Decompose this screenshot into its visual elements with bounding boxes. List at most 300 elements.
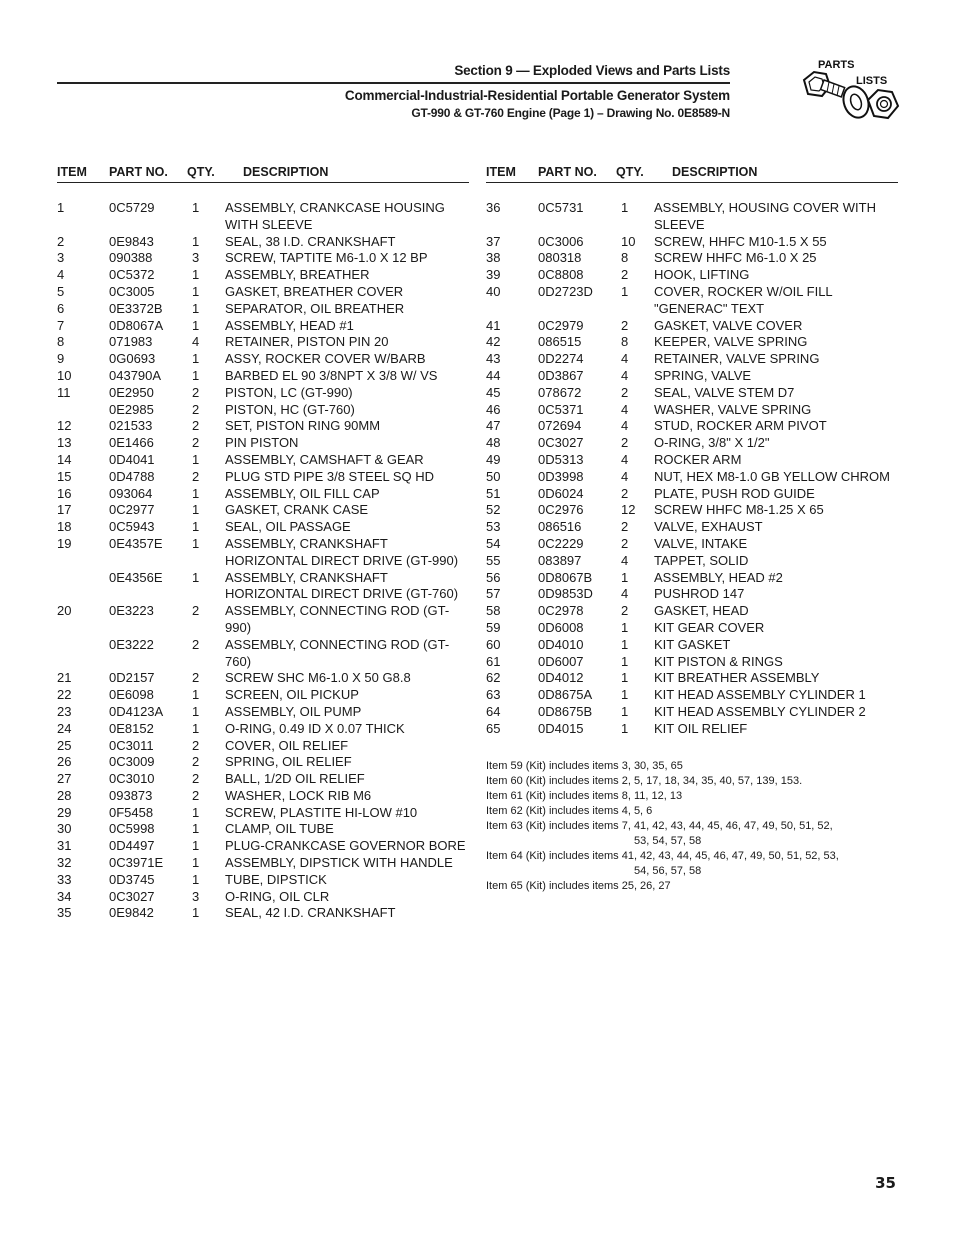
quantity: 1 (192, 569, 200, 585)
table-row (486, 418, 898, 435)
description: KIT OIL RELIEF (654, 720, 748, 736)
item-number: 50 (486, 468, 501, 484)
part-number: 086515 (538, 334, 582, 350)
description: HOOK, LIFTING (654, 267, 750, 283)
table-row (486, 385, 898, 402)
kit-note-text: Item 64 (Kit) includes items 41, 42, 43, 44, 45, 46, 47, 49, 50, 51, 52, 53, (486, 850, 839, 862)
table-row (486, 570, 898, 587)
description: RETAINER, VALVE SPRING (654, 351, 820, 367)
quantity: 12 (621, 502, 636, 518)
quantity: 1 (621, 569, 629, 585)
quantity: 4 (621, 552, 629, 568)
quantity: 3 (192, 888, 200, 904)
table-row (57, 838, 469, 855)
rows-left (57, 200, 469, 922)
description: ASSEMBLY, CRANKSHAFT HORIZONTAL DIRECT DRIVE (GT-990) (225, 535, 459, 568)
description: SCREW SHC M6-1.0 X 50 G8.8 (225, 670, 411, 686)
kit-note-continuation: 54, 56, 57, 58 (634, 865, 702, 877)
description: CLAMP, OIL TUBE (225, 821, 334, 837)
item-number: 52 (486, 502, 501, 518)
part-number: 0C2976 (538, 502, 584, 518)
quantity: 1 (192, 703, 200, 719)
table-row (57, 200, 469, 234)
description: STUD, ROCKER ARM PIVOT (654, 418, 827, 434)
description: SCREW, HHFC M10-1.5 X 55 (654, 233, 827, 249)
description: SCREW, TAPTITE M6-1.0 X 12 BP (225, 250, 428, 266)
part-number: 0C5731 (538, 200, 584, 215)
table-row (57, 284, 469, 301)
description: PISTON, LC (GT-990) (225, 384, 353, 400)
part-number: 0D8675B (538, 703, 593, 719)
item-number: 19 (57, 535, 72, 551)
table-row (57, 402, 469, 419)
description: KIT HEAD ASSEMBLY CYLINDER 1 (654, 687, 866, 703)
kit-notes (486, 759, 896, 894)
description: ROCKER ARM (654, 451, 742, 467)
part-number: 0D2274 (538, 351, 584, 367)
quantity: 1 (192, 267, 200, 283)
item-number: 53 (486, 519, 501, 535)
item-number: 62 (486, 670, 501, 686)
item-number: 60 (486, 636, 501, 652)
description: SEAL, 38 I.D. CRANKSHAFT (225, 233, 396, 249)
table-row (57, 368, 469, 385)
table-row (57, 821, 469, 838)
quantity: 2 (192, 737, 200, 753)
table-row (486, 603, 898, 620)
col-item-header: ITEM (486, 165, 516, 179)
part-number: 021533 (109, 418, 153, 434)
description: WASHER, LOCK RIB M6 (225, 787, 372, 803)
part-number: 0E8152 (109, 720, 154, 736)
table-row (486, 200, 898, 234)
table-row (57, 855, 469, 872)
part-number: 0C5372 (109, 267, 155, 283)
description: SCREW, PLASTITE HI-LOW #10 (225, 804, 418, 820)
item-number: 8 (57, 334, 65, 350)
table-row (57, 250, 469, 267)
item-number: 23 (57, 703, 72, 719)
quantity: 1 (192, 871, 200, 887)
logo-text-lists: LISTS (856, 75, 888, 87)
quantity: 2 (192, 401, 200, 417)
table-row (57, 385, 469, 402)
quantity: 4 (621, 451, 629, 467)
quantity: 8 (621, 250, 629, 266)
table-row (486, 452, 898, 469)
item-number: 45 (486, 384, 501, 400)
part-number: 0C3006 (538, 233, 584, 249)
description: COVER, OIL RELIEF (225, 737, 349, 753)
part-number: 0D5313 (538, 451, 584, 467)
description: RETAINER, PISTON PIN 20 (225, 334, 389, 350)
table-row (57, 637, 469, 671)
part-number: 0C3027 (538, 435, 584, 451)
description: NUT, HEX M8-1.0 GB YELLOW CHROM (654, 468, 890, 484)
item-number: 51 (486, 485, 501, 501)
quantity: 1 (621, 283, 629, 299)
col-desc-header: DESCRIPTION (243, 165, 329, 179)
item-number: 29 (57, 804, 72, 820)
table-row (57, 234, 469, 251)
item-number: 34 (57, 888, 72, 904)
table-row (486, 654, 898, 671)
table-row (486, 402, 898, 419)
quantity: 2 (192, 754, 200, 770)
part-number: 0D8067B (538, 569, 593, 585)
table-header-left (57, 164, 469, 183)
col-desc-header: DESCRIPTION (672, 165, 758, 179)
item-number: 10 (57, 367, 72, 383)
table-row (486, 586, 898, 603)
quantity: 2 (192, 468, 200, 484)
table-row (57, 754, 469, 771)
table-row (486, 704, 898, 721)
part-number: 0E3372B (109, 300, 163, 316)
item-number: 35 (57, 905, 72, 921)
quantity: 2 (621, 384, 629, 400)
table-row (486, 267, 898, 284)
description: ASSY, ROCKER COVER W/BARB (225, 351, 426, 367)
item-number: 41 (486, 317, 501, 333)
quantity: 2 (621, 535, 629, 551)
description: KIT HEAD ASSEMBLY CYLINDER 2 (654, 703, 866, 719)
item-number: 47 (486, 418, 501, 434)
item-number: 25 (57, 737, 72, 753)
quantity: 1 (192, 283, 200, 299)
part-number: 083897 (538, 552, 582, 568)
part-number: 0D6008 (538, 619, 584, 635)
description: ASSEMBLY, OIL PUMP (225, 703, 362, 719)
system-title: Commercial-Industrial-Residential Portable Generator System (344, 88, 730, 103)
description: SEAL, VALVE STEM D7 (654, 384, 795, 400)
item-number: 57 (486, 586, 501, 602)
description: KIT GEAR COVER (654, 619, 765, 635)
description: SEPARATOR, OIL BREATHER (225, 300, 405, 316)
quantity: 1 (192, 300, 200, 316)
table-row (486, 519, 898, 536)
description: ASSEMBLY, DIPSTICK WITH HANDLE (225, 855, 453, 871)
table-row (486, 687, 898, 704)
table-row (57, 351, 469, 368)
item-number: 64 (486, 703, 501, 719)
quantity: 1 (621, 720, 629, 736)
quantity: 1 (621, 653, 629, 669)
part-number: 093873 (109, 787, 153, 803)
item-number: 27 (57, 771, 72, 787)
quantity: 2 (192, 771, 200, 787)
description: KIT BREATHER ASSEMBLY (654, 670, 820, 686)
description: SCREW HHFC M6-1.0 X 25 (654, 250, 817, 266)
part-number: 0E1466 (109, 435, 154, 451)
description: GASKET, VALVE COVER (654, 317, 803, 333)
kit-note-text: Item 65 (Kit) includes items 25, 26, 27 (486, 880, 671, 892)
part-number: 043790A (109, 367, 162, 383)
part-number: 0E4356E (109, 569, 163, 585)
description: PISTON, HC (GT-760) (225, 401, 355, 417)
part-number: 0C3971E (109, 855, 164, 871)
table-row (486, 553, 898, 570)
kit-note-text: Item 61 (Kit) includes items 8, 11, 12, 13 (486, 790, 683, 802)
part-number: 0D4123A (109, 703, 164, 719)
part-number: 0D4015 (538, 720, 584, 736)
quantity: 1 (192, 502, 200, 518)
description: ASSEMBLY, HEAD #2 (654, 569, 783, 585)
description: ASSEMBLY, CAMSHAFT & GEAR (225, 451, 424, 467)
description: ASSEMBLY, OIL FILL CAP (225, 485, 380, 501)
col-qty-header: QTY. (616, 165, 644, 179)
table-header-right (486, 164, 898, 183)
item-number: 18 (57, 519, 72, 535)
description: O-RING, 0.49 ID X 0.07 THICK (225, 720, 405, 736)
item-number: 46 (486, 401, 501, 417)
quantity: 1 (192, 233, 200, 249)
part-number: 093064 (109, 485, 153, 501)
part-number: 0C2977 (109, 502, 155, 518)
quantity: 2 (192, 384, 200, 400)
part-number: 0D9853D (538, 586, 593, 602)
item-number: 15 (57, 468, 72, 484)
item-number: 44 (486, 367, 501, 383)
part-number: 072694 (538, 418, 582, 434)
item-number: 56 (486, 569, 501, 585)
description: SPRING, VALVE (654, 367, 752, 383)
part-number: 0C8808 (538, 267, 584, 283)
kit-note-text: Item 60 (Kit) includes items 2, 5, 17, 18, 34, 35, 40, 57, 139, 153. (486, 775, 803, 787)
part-number: 0D4012 (538, 670, 584, 686)
quantity: 1 (621, 619, 629, 635)
quantity: 1 (621, 703, 629, 719)
quantity: 2 (192, 418, 200, 434)
kit-note (486, 774, 896, 789)
description: KIT GASKET (654, 636, 731, 652)
table-row (57, 771, 469, 788)
table-row (486, 284, 898, 318)
item-number: 32 (57, 855, 72, 871)
quantity: 1 (192, 485, 200, 501)
kit-note (486, 789, 896, 804)
quantity: 8 (621, 334, 629, 350)
table-row (57, 435, 469, 452)
part-number: 0D4497 (109, 838, 155, 854)
part-number: 090388 (109, 250, 153, 266)
part-number: 0C3005 (109, 283, 155, 299)
part-number: 0C3009 (109, 754, 155, 770)
quantity: 3 (192, 250, 200, 266)
item-number: 43 (486, 351, 501, 367)
quantity: 2 (621, 485, 629, 501)
part-number: 0D6024 (538, 485, 584, 501)
table-row (486, 721, 898, 738)
quantity: 1 (192, 804, 200, 820)
description: WASHER, VALVE SPRING (654, 401, 812, 417)
part-number: 0D2157 (109, 670, 155, 686)
item-number: 49 (486, 451, 501, 467)
part-number: 0E3222 (109, 636, 154, 652)
item-number: 42 (486, 334, 501, 350)
kit-note-continuation: 53, 54, 57, 58 (634, 835, 702, 847)
quantity: 4 (621, 367, 629, 383)
item-number: 54 (486, 535, 501, 551)
part-number: 0E9842 (109, 905, 154, 921)
part-number: 0D4788 (109, 468, 155, 484)
quantity: 1 (192, 351, 200, 367)
quantity: 1 (192, 367, 200, 383)
col-item-header: ITEM (57, 165, 87, 179)
kit-note (486, 819, 896, 849)
table-row (57, 603, 469, 637)
table-row (57, 889, 469, 906)
col-part-header: PART NO. (109, 165, 168, 179)
quantity: 1 (192, 535, 200, 551)
parts-table-right (486, 164, 898, 738)
part-number: 0C5998 (109, 821, 155, 837)
part-number: 0D2723D (538, 283, 593, 299)
table-row (486, 502, 898, 519)
description: SCREEN, OIL PICKUP (225, 687, 359, 703)
part-number: 0E2950 (109, 384, 154, 400)
item-number: 28 (57, 787, 72, 803)
page-number: 35 (875, 1174, 896, 1192)
table-row (486, 469, 898, 486)
item-number: 17 (57, 502, 72, 518)
item-number: 6 (57, 300, 65, 316)
table-row (486, 334, 898, 351)
part-number: 0C3010 (109, 771, 155, 787)
description: SEAL, OIL PASSAGE (225, 519, 351, 535)
quantity: 2 (192, 636, 200, 652)
description: PLUG-CRANKCASE GOVERNOR BORE (225, 838, 466, 854)
description: BALL, 1/2D OIL RELIEF (225, 771, 365, 787)
part-number: 0D6007 (538, 653, 584, 669)
quantity: 1 (192, 821, 200, 837)
quantity: 4 (621, 418, 629, 434)
item-number: 22 (57, 687, 72, 703)
col-qty-header: QTY. (187, 165, 215, 179)
table-row (57, 788, 469, 805)
table-row (57, 267, 469, 284)
table-row (57, 872, 469, 889)
description: ASSEMBLY, BREATHER (225, 267, 370, 283)
quantity: 1 (192, 905, 200, 921)
table-row (486, 250, 898, 267)
table-row (57, 570, 469, 604)
part-number: 0D8067A (109, 317, 164, 333)
table-row (486, 435, 898, 452)
quantity: 2 (621, 435, 629, 451)
item-number: 55 (486, 552, 501, 568)
description: ASSEMBLY, CONNECTING ROD (GT-760) (225, 636, 450, 669)
part-number: 080318 (538, 250, 582, 266)
kit-note (486, 759, 896, 774)
description: PUSHROD 147 (654, 586, 745, 602)
item-number: 61 (486, 653, 501, 669)
item-number: 40 (486, 283, 501, 299)
item-number: 16 (57, 485, 72, 501)
description: SEAL, 42 I.D. CRANKSHAFT (225, 905, 396, 921)
quantity: 1 (192, 317, 200, 333)
quantity: 4 (621, 586, 629, 602)
kit-note (486, 849, 896, 879)
description: O-RING, 3/8" X 1/2" (654, 435, 770, 451)
description: ASSEMBLY, HEAD #1 (225, 317, 354, 333)
description: SCREW HHFC M8-1.25 X 65 (654, 502, 824, 518)
part-number: 0C5729 (109, 200, 155, 215)
table-row (57, 318, 469, 335)
item-number: 48 (486, 435, 501, 451)
rows-right (486, 200, 898, 738)
kit-note-text: Item 62 (Kit) includes items 4, 5, 6 (486, 805, 653, 817)
item-number: 2 (57, 233, 65, 249)
table-row (57, 721, 469, 738)
quantity: 2 (192, 787, 200, 803)
table-row (57, 418, 469, 435)
table-row (57, 519, 469, 536)
description: PLATE, PUSH ROD GUIDE (654, 485, 815, 501)
description: KEEPER, VALVE SPRING (654, 334, 808, 350)
description: SET, PISTON RING 90MM (225, 418, 381, 434)
item-number: 11 (57, 384, 71, 400)
item-number: 3 (57, 250, 65, 266)
description: KIT PISTON & RINGS (654, 653, 783, 669)
table-row (57, 536, 469, 570)
drawing-title: GT-990 & GT-760 Engine (Page 1) – Drawing No. 0E8589-N (411, 106, 730, 120)
table-row (57, 334, 469, 351)
description: TUBE, DIPSTICK (225, 871, 327, 887)
logo-text-parts: PARTS (818, 59, 855, 71)
item-number: 33 (57, 871, 72, 887)
part-number: 0E6098 (109, 687, 154, 703)
section-title: Section 9 — Exploded Views and Parts Lists (454, 63, 730, 78)
description: PLUG STD PIPE 3/8 STEEL SQ HD (225, 468, 435, 484)
table-row (57, 805, 469, 822)
part-number: 0D4010 (538, 636, 584, 652)
kit-note-text: Item 63 (Kit) includes items 7, 41, 42, 43, 44, 45, 46, 47, 49, 50, 51, 52, (486, 820, 833, 832)
item-number: 58 (486, 603, 501, 619)
item-number: 5 (57, 283, 65, 299)
table-row (57, 670, 469, 687)
quantity: 1 (192, 687, 200, 703)
description: GASKET, HEAD (654, 603, 749, 619)
description: VALVE, EXHAUST (654, 519, 763, 535)
part-number: 0C2978 (538, 603, 584, 619)
quantity: 1 (192, 720, 200, 736)
part-number: 071983 (109, 334, 153, 350)
part-number: 0C2979 (538, 317, 584, 333)
description: COVER, ROCKER W/OIL FILL "GENERAC" TEXT (654, 283, 833, 316)
part-number: 086516 (538, 519, 582, 535)
item-number: 13 (57, 435, 72, 451)
item-number: 59 (486, 619, 501, 635)
quantity: 2 (621, 603, 629, 619)
description: TAPPET, SOLID (654, 552, 749, 568)
quantity: 2 (192, 435, 200, 451)
table-row (486, 234, 898, 251)
item-number: 14 (57, 451, 72, 467)
item-number: 63 (486, 687, 501, 703)
part-number: 0C2229 (538, 535, 584, 551)
part-number: 0D3745 (109, 871, 155, 887)
table-row (486, 637, 898, 654)
quantity: 2 (192, 603, 200, 619)
item-number: 30 (57, 821, 72, 837)
part-number: 0D4041 (109, 451, 155, 467)
quantity: 1 (192, 451, 200, 467)
kit-note (486, 879, 896, 894)
description: GASKET, BREATHER COVER (225, 283, 404, 299)
item-number: 37 (486, 233, 501, 249)
table-row (57, 738, 469, 755)
